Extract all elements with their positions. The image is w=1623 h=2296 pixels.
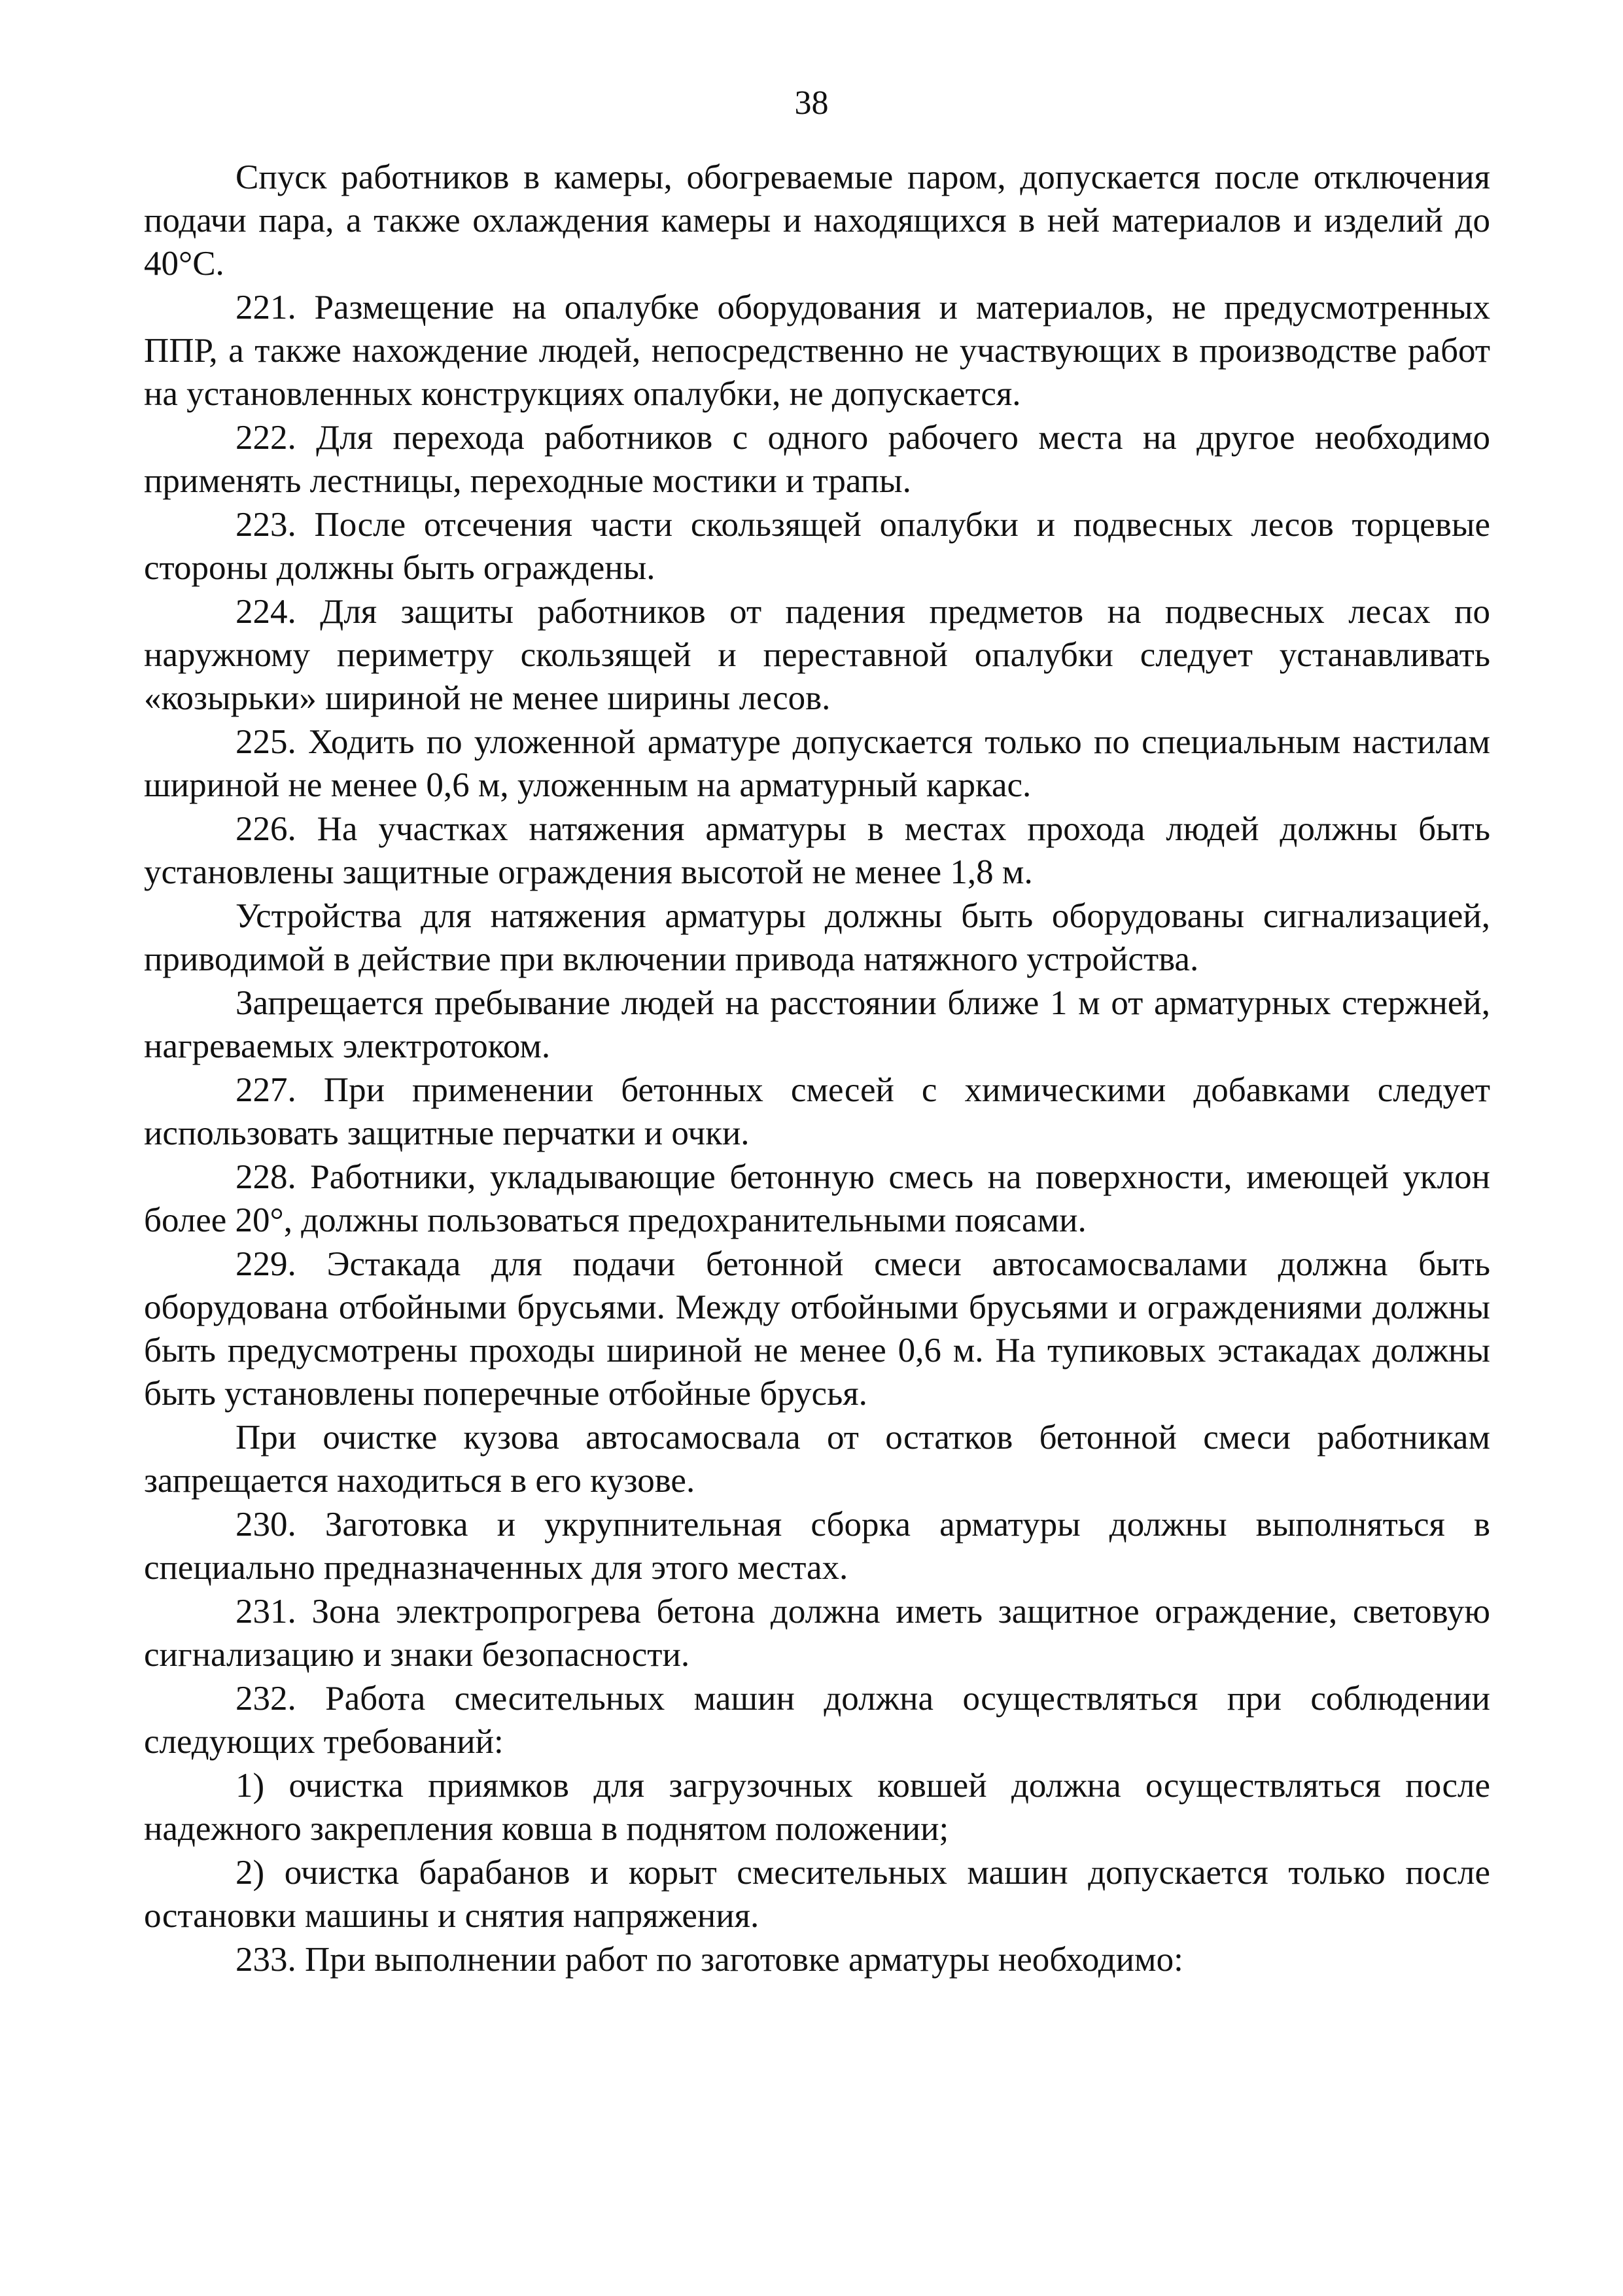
paragraph-222: 222. Для перехода работников с одного рабочего места на другое необходимо применять лестницы, переходные мостики и трапы. bbox=[144, 419, 1490, 500]
paragraph-229: 229. Эстакада для подачи бетонной смеси автосамосвалами должна быть оборудована отбойными брусьями. Между отбойными брусьями и ограждениями должны быть предусмотрены проходы шириной не менее 0,6 м. На тупиковых эстакадах должны быть установлены поперечные отбойные брусья. bbox=[144, 1245, 1490, 1413]
paragraph-221: 221. Размещение на опалубке оборудования и материалов, не предусмотренных ППР, а также нахождение людей, непосредственно не участвующих в производстве работ на установленных конструкциях опалубки, не допускается. bbox=[144, 289, 1490, 413]
list-item-2: 2) очистка барабанов и корыт смесительных машин допускается только после остановки машины и снятия напряжения. bbox=[144, 1854, 1490, 1935]
page-number: 38 bbox=[794, 84, 829, 122]
list-item-1: 1) очистка приямков для загрузочных ковшей должна осуществляться после надежного закрепления ковша в поднятом положении; bbox=[144, 1767, 1490, 1848]
document-body bbox=[144, 156, 1490, 1982]
paragraph-228: 228. Работники, укладывающие бетонную смесь на поверхности, имеющей уклон более 20°, должны пользоваться предохранительными поясами. bbox=[144, 1158, 1490, 1239]
paragraph-232: 232. Работа смесительных машин должна осуществляться при соблюдении следующих требований: bbox=[144, 1680, 1490, 1761]
paragraph-230: 230. Заготовка и укрупнительная сборка арматуры должны выполняться в специально предназначенных для этого местах. bbox=[144, 1506, 1490, 1587]
paragraph-distance-prohibition: Запрещается пребывание людей на расстоянии ближе 1 м от арматурных стержней, нагреваемых электротоком. bbox=[144, 984, 1490, 1065]
paragraph-224: 224. Для защиты работников от падения предметов на подвесных лесах по наружному периметру скользящей и переставной опалубки следует устанавливать «козырьки» шириной не менее ширины лесов. bbox=[144, 593, 1490, 717]
paragraph-225: 225. Ходить по уложенной арматуре допускается только по специальным настилам шириной не менее 0,6 м, уложенным на арматурный каркас. bbox=[144, 723, 1490, 804]
paragraph-tensioning-devices: Устройства для натяжения арматуры должны быть оборудованы сигнализацией, приводимой в действие при включении привода натяжного устройства. bbox=[144, 897, 1490, 978]
paragraph-233: 233. При выполнении работ по заготовке арматуры необходимо: bbox=[236, 1941, 1183, 1979]
paragraph-steam-chambers: Спуск работников в камеры, обогреваемые паром, допускается после отключения подачи пара, а также охлаждения камеры и находящихся в ней материалов и изделий до 40°С. bbox=[144, 158, 1490, 283]
paragraph-223: 223. После отсечения части скользящей опалубки и подвесных лесов торцевые стороны должны быть ограждены. bbox=[144, 506, 1490, 587]
paragraph-227: 227. При применении бетонных смесей с химическими добавками следует использовать защитные перчатки и очки. bbox=[144, 1071, 1490, 1152]
paragraph-truck-cleaning: При очистке кузова автосамосвала от остатков бетонной смеси работникам запрещается находиться в его кузове. bbox=[144, 1419, 1490, 1500]
paragraph-226: 226. На участках натяжения арматуры в местах прохода людей должны быть установлены защитные ограждения высотой не менее 1,8 м. bbox=[144, 810, 1490, 891]
paragraph-231: 231. Зона электропрогрева бетона должна иметь защитное ограждение, световую сигнализацию и знаки безопасности. bbox=[144, 1593, 1490, 1674]
